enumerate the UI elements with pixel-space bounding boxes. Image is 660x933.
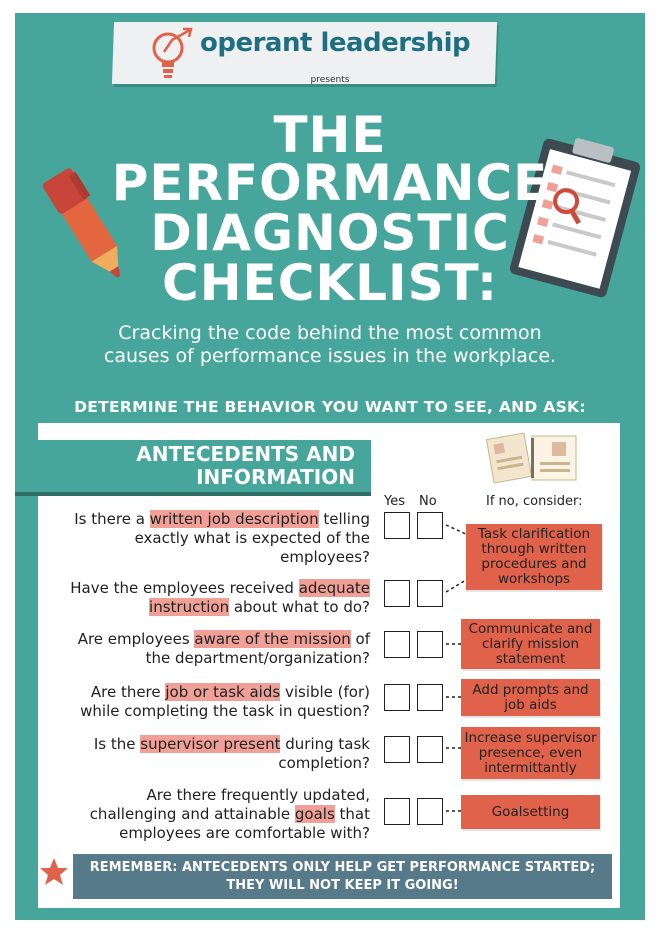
q6-yes-checkbox[interactable] — [384, 798, 410, 825]
title-line-3: DIAGNOSTIC — [150, 204, 510, 262]
answer-task-clarification: Task clarification through written procedures and workshops — [466, 524, 602, 590]
yes-column-header: Yes — [384, 494, 405, 509]
section-title-line-2: INFORMATION — [196, 465, 355, 489]
q2-yes-checkbox[interactable] — [384, 580, 410, 607]
remember-line-1: REMEMBER: ANTECEDENTS ONLY HELP GET PERFORMANCE STARTED; — [89, 859, 596, 875]
documents-icon — [484, 430, 584, 486]
title-line-2: PERFORMANCE — [111, 154, 549, 212]
brand-name: operant leadership — [200, 28, 471, 58]
q4-yes-checkbox[interactable] — [384, 684, 410, 711]
consider-column-header: If no, consider: — [486, 494, 583, 509]
question-1: Is there a written job description telling exactly what is expected of the employees? — [74, 510, 370, 566]
remember-banner — [73, 854, 612, 899]
answer-communicate-mission: Communicate and clarify mission statement — [461, 619, 600, 669]
no-column-header: No — [419, 494, 437, 509]
title-line-4: CHECKLIST: — [162, 254, 498, 312]
section-title-line-1: ANTECEDENTS AND — [136, 442, 355, 466]
q1-yes-checkbox[interactable] — [384, 512, 410, 539]
question-2: Have the employees received adequate instruction about what to do? — [70, 579, 370, 616]
section-header — [15, 440, 371, 492]
presents-label: presents — [310, 75, 350, 85]
subtitle-line-1: Cracking the code behind the most common — [118, 322, 542, 344]
question-5: Is the supervisor present during task completion? — [93, 735, 370, 772]
subtitle — [60, 322, 600, 368]
answer-prompts-job-aids: Add prompts and job aids — [461, 679, 600, 716]
question-3: Are employees aware of the mission of the department/organization? — [77, 630, 370, 667]
question-4: Are there job or task aids visible (for) while completing the task in question? — [80, 683, 370, 720]
answer-supervisor-presence: Increase supervisor presence, even intermittantly — [461, 727, 600, 779]
star-icon — [39, 857, 69, 887]
subtitle-line-2: causes of performance issues in the workplace. — [103, 345, 557, 367]
q5-yes-checkbox[interactable] — [384, 736, 410, 763]
answer-goalsetting: Goalsetting — [461, 795, 600, 829]
title-line-1: THE — [273, 106, 387, 164]
question-6: Are there frequently updated, challenging and attainable goals that employees are comfortable with? — [89, 786, 370, 842]
instruction-heading: DETERMINE THE BEHAVIOR YOU WANT TO SEE, AND ASK: — [74, 398, 586, 416]
q3-yes-checkbox[interactable] — [384, 631, 410, 658]
remember-line-2: THEY WILL NOT KEEP IT GOING! — [226, 877, 459, 893]
